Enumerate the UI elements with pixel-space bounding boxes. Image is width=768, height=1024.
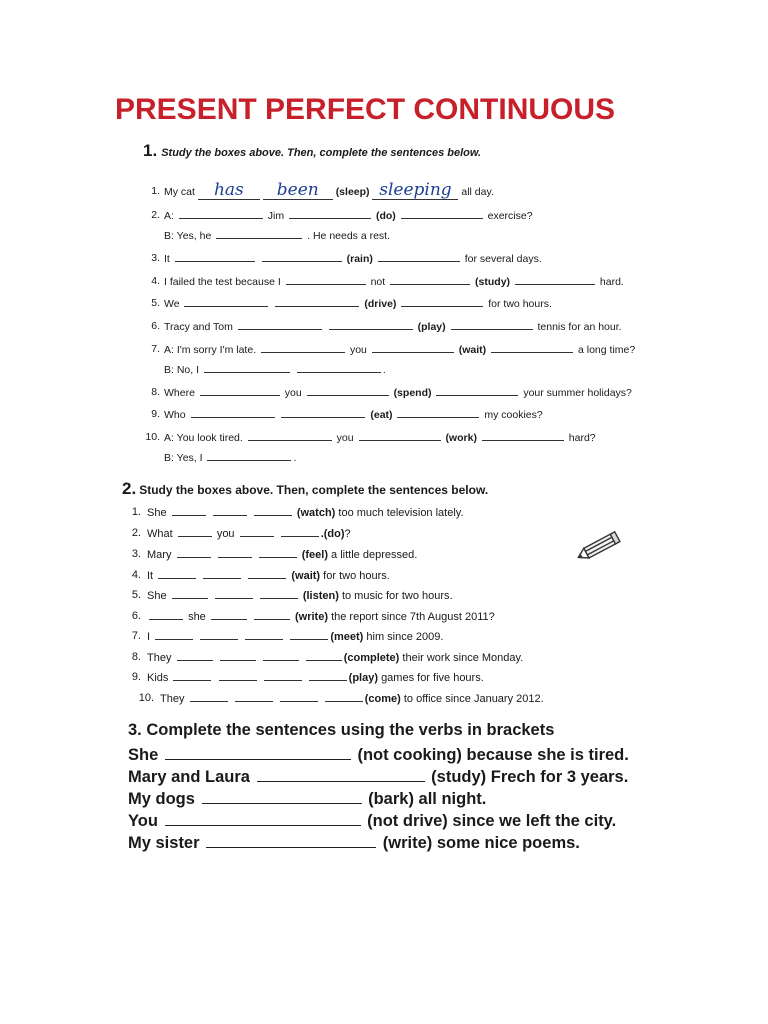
item-text: for several days.: [464, 253, 542, 265]
item-text: tennis for an hour.: [537, 321, 622, 333]
handwritten-answer[interactable]: has: [198, 183, 260, 200]
verb-hint: (write): [295, 611, 328, 623]
answer-blank[interactable]: [297, 361, 381, 373]
item-number: 5.: [131, 589, 141, 601]
item-text: hard?: [568, 432, 596, 444]
answer-blank[interactable]: [219, 669, 257, 681]
answer-blank[interactable]: [172, 504, 206, 516]
answer-blank[interactable]: [359, 429, 441, 441]
exercise-3-2: [128, 765, 628, 787]
exercise-1-4: [151, 273, 624, 289]
answer-blank[interactable]: [309, 669, 347, 681]
item-number: 3.: [151, 252, 160, 264]
item-text: My sister: [128, 834, 200, 852]
exercise-1-8: [151, 384, 632, 400]
item-text: B: No, I: [164, 364, 200, 376]
item-text: games for five hours.: [381, 672, 484, 684]
answer-blank[interactable]: [248, 567, 286, 579]
answer-blank[interactable]: [215, 587, 253, 599]
exercise-2-4: [131, 567, 390, 583]
exercise-2-10: [138, 690, 544, 706]
answer-blank[interactable]: [401, 207, 483, 219]
exercise-2-3: [131, 546, 418, 562]
answer-blank[interactable]: [218, 546, 252, 558]
answer-blank[interactable]: [254, 608, 290, 620]
item-text: A: You look tired.: [164, 432, 243, 444]
item-number: 1.: [151, 185, 160, 197]
item-text: too much television lately.: [338, 507, 464, 519]
item-number: 10.: [138, 692, 154, 704]
item-number: 8.: [151, 386, 160, 398]
item-text: My dogs: [128, 790, 195, 808]
answer-blank[interactable]: [261, 341, 345, 353]
answer-blank[interactable]: [307, 384, 389, 396]
answer-blank[interactable]: [240, 525, 274, 537]
answer-blank[interactable]: [482, 429, 564, 441]
exercise-3-1: [128, 743, 629, 765]
answer-blank[interactable]: [200, 628, 238, 640]
verb-hint: .(do): [320, 528, 345, 540]
verb-hint: (work): [445, 432, 477, 444]
item-text: to office since January 2012.: [403, 693, 544, 705]
exercise-1-5: [151, 295, 552, 311]
answer-blank[interactable]: [257, 765, 425, 782]
answer-blank[interactable]: [200, 384, 280, 396]
item-text: She: [147, 590, 167, 602]
answer-blank[interactable]: [515, 273, 595, 285]
handwritten-answer[interactable]: sleeping: [372, 183, 458, 200]
item-text: you: [284, 387, 302, 399]
exercise-2-8: [131, 649, 524, 665]
answer-blank[interactable]: [378, 250, 460, 262]
answer-blank[interactable]: [262, 250, 342, 262]
verb-hint: (study): [475, 276, 511, 288]
section-1-instruction-text: Study the boxes above. Then, complete the sentences below.: [161, 147, 482, 159]
exercise-2-9: [131, 669, 484, 685]
answer-blank[interactable]: [202, 787, 362, 804]
exercise-2-1: [131, 504, 464, 520]
answer-blank[interactable]: [158, 567, 196, 579]
answer-blank[interactable]: [177, 546, 211, 558]
section-2-instruction-text: Study the boxes above. Then, complete the sentences below.: [139, 483, 489, 497]
exercise-1-9: [151, 406, 543, 422]
exercise-2-5: [131, 587, 453, 603]
item-number: 8.: [131, 651, 141, 663]
answer-blank[interactable]: [263, 649, 299, 661]
answer-blank[interactable]: [190, 690, 228, 702]
section-1-number: 1.: [143, 141, 158, 160]
answer-blank[interactable]: [238, 318, 322, 330]
item-text: exercise?: [487, 210, 533, 222]
answer-blank[interactable]: [390, 273, 470, 285]
item-text: .: [382, 364, 386, 376]
item-number: 9.: [131, 671, 141, 683]
item-number: 1.: [131, 506, 141, 518]
item-text: They: [147, 652, 172, 664]
item-number: 2.: [151, 209, 160, 221]
item-text: It: [164, 253, 170, 265]
verb-hint: (play): [417, 321, 446, 333]
item-text: B: Yes, he: [164, 230, 212, 242]
item-text: I: [147, 631, 151, 643]
item-text: you: [336, 432, 354, 444]
verb-hint: (rain): [346, 253, 373, 265]
answer-blank[interactable]: [213, 504, 247, 516]
exercise-1-2: [151, 207, 533, 223]
answer-blank[interactable]: [203, 567, 241, 579]
exercise-1-6: [151, 318, 622, 334]
section-2-number: 2.: [122, 479, 137, 498]
item-text: hard.: [599, 276, 624, 288]
item-text: your summer holidays?: [523, 387, 632, 399]
item-text: not: [370, 276, 386, 288]
item-number: 6.: [151, 320, 160, 332]
item-text: Where: [164, 387, 195, 399]
exercise-3-4: [128, 809, 616, 831]
item-text: the report since 7th August 2011?: [331, 611, 495, 623]
item-text: Who: [164, 409, 186, 421]
answer-blank[interactable]: [401, 295, 483, 307]
answer-blank[interactable]: [436, 384, 518, 396]
answer-blank[interactable]: [245, 628, 283, 640]
answer-blank[interactable]: [165, 809, 361, 826]
item-number: 7.: [151, 343, 160, 355]
verb-hint: (play): [348, 672, 378, 684]
answer-blank[interactable]: [206, 831, 376, 848]
answer-blank[interactable]: [260, 587, 298, 599]
item-text: Mary: [147, 549, 172, 561]
item-number: 6.: [131, 610, 141, 622]
answer-blank[interactable]: [248, 429, 332, 441]
answer-blank[interactable]: [165, 743, 351, 760]
answer-blank[interactable]: [220, 649, 256, 661]
section-1-instruction: [143, 141, 481, 161]
answer-blank[interactable]: [451, 318, 533, 330]
verb-hint: (do): [375, 210, 396, 222]
item-text: My cat: [164, 186, 195, 198]
section-2-instruction: [122, 479, 488, 499]
verb-hint: (eat): [370, 409, 393, 421]
answer-blank[interactable]: [281, 406, 365, 418]
item-text: you: [349, 344, 367, 356]
answer-blank[interactable]: [372, 341, 454, 353]
verb-hint: (drive): [364, 298, 397, 310]
worksheet-title: PRESENT PERFECT CONTINUOUS: [115, 93, 616, 126]
answer-blank[interactable]: [397, 406, 479, 418]
item-text: she: [188, 611, 206, 623]
exercise-2-2: [131, 525, 351, 541]
answer-blank[interactable]: [172, 587, 208, 599]
item-text: you: [216, 528, 235, 540]
item-text: a little depressed.: [331, 549, 418, 561]
item-number: 4.: [131, 569, 141, 581]
answer-blank[interactable]: [191, 406, 275, 418]
item-text: their work since Monday.: [402, 652, 524, 664]
item-number: 3.: [131, 548, 141, 560]
item-text: for two hours.: [488, 298, 552, 310]
item-text: my cookies?: [484, 409, 543, 421]
item-text: for two hours.: [323, 570, 390, 582]
answer-blank[interactable]: [259, 546, 297, 558]
item-text: (study) Frech for 3 years.: [431, 768, 629, 786]
item-text: Mary and Laura: [128, 768, 250, 786]
answer-blank[interactable]: [211, 608, 247, 620]
item-text: (write) some nice poems.: [382, 834, 580, 852]
answer-blank[interactable]: [286, 273, 366, 285]
answer-blank[interactable]: [216, 227, 302, 239]
answer-blank[interactable]: [325, 690, 363, 702]
item-text: She: [147, 507, 167, 519]
exercise-2-7: [131, 628, 444, 644]
answer-blank[interactable]: [275, 295, 359, 307]
answer-blank[interactable]: [254, 504, 292, 516]
item-text: A: I'm sorry I'm late.: [164, 344, 257, 356]
item-text: .: [293, 452, 297, 464]
item-text: A:: [164, 210, 174, 222]
answer-blank[interactable]: [204, 361, 290, 373]
item-text: all day.: [461, 186, 494, 198]
answer-blank[interactable]: [491, 341, 573, 353]
item-text: Tracy and Tom: [164, 321, 233, 333]
item-text: What: [147, 528, 173, 540]
exercise-1-10-reply: [164, 449, 296, 465]
exercise-2-6: [131, 608, 495, 624]
answer-blank[interactable]: [179, 207, 263, 219]
item-text: Kids: [147, 672, 169, 684]
verb-hint: (feel): [301, 549, 328, 561]
exercise-1-1: [151, 180, 494, 200]
answer-blank[interactable]: [207, 449, 291, 461]
item-text: . He needs a rest.: [307, 230, 391, 242]
answer-blank[interactable]: [177, 649, 213, 661]
item-number: 2.: [131, 527, 141, 539]
verb-hint: (complete): [343, 652, 400, 664]
answer-blank[interactable]: [306, 649, 342, 661]
item-text: him since 2009.: [366, 631, 444, 643]
item-text: They: [160, 693, 185, 705]
answer-blank[interactable]: [329, 318, 413, 330]
item-text: (not cooking) because she is tired.: [357, 746, 629, 764]
answer-blank[interactable]: [289, 207, 371, 219]
item-text: to music for two hours.: [341, 590, 453, 602]
item-number: 5.: [151, 297, 160, 309]
answer-blank[interactable]: [149, 608, 183, 620]
verb-hint: (sleep): [335, 186, 370, 198]
exercise-1-2-reply: [164, 227, 390, 243]
item-text: It: [147, 570, 154, 582]
verb-hint: (wait): [458, 344, 487, 356]
item-number: 7.: [131, 630, 141, 642]
answer-blank[interactable]: [281, 525, 319, 537]
verb-hint: (listen): [302, 590, 339, 602]
item-text: I failed the test because I: [164, 276, 281, 288]
item-text: ?: [344, 528, 351, 540]
exercise-1-7-reply: [164, 361, 386, 377]
verb-hint: (come): [364, 693, 401, 705]
item-number: 10.: [145, 431, 160, 443]
answer-blank[interactable]: [173, 669, 211, 681]
exercise-3-3: [128, 787, 486, 809]
verb-hint: (wait): [291, 570, 321, 582]
item-text: B: Yes, I: [164, 452, 203, 464]
item-number: 9.: [151, 408, 160, 420]
item-text: She: [128, 746, 159, 764]
handwritten-answer[interactable]: been: [263, 183, 333, 200]
item-text: (not drive) since we left the city.: [367, 812, 617, 830]
exercise-1-3: [151, 250, 542, 266]
answer-blank[interactable]: [155, 628, 193, 640]
verb-hint: (watch): [296, 507, 336, 519]
answer-blank[interactable]: [184, 295, 268, 307]
exercise-1-7: [151, 341, 636, 357]
item-text: We: [164, 298, 180, 310]
item-text: You: [128, 812, 158, 830]
answer-blank[interactable]: [280, 690, 318, 702]
answer-blank[interactable]: [290, 628, 328, 640]
exercise-1-10: [145, 429, 596, 445]
verb-hint: (spend): [393, 387, 432, 399]
answer-blank[interactable]: [178, 525, 212, 537]
section-3-heading: 3. Complete the sentences using the verbs in brackets: [128, 721, 555, 739]
item-text: Jim: [267, 210, 285, 222]
verb-hint: (meet): [330, 631, 364, 643]
answer-blank[interactable]: [235, 690, 273, 702]
item-number: 4.: [151, 275, 160, 287]
exercise-3-5: [128, 831, 580, 853]
pencil-icon: [575, 530, 623, 564]
answer-blank[interactable]: [175, 250, 255, 262]
item-text: (bark) all night.: [368, 790, 487, 808]
answer-blank[interactable]: [264, 669, 302, 681]
item-text: a long time?: [578, 344, 636, 356]
